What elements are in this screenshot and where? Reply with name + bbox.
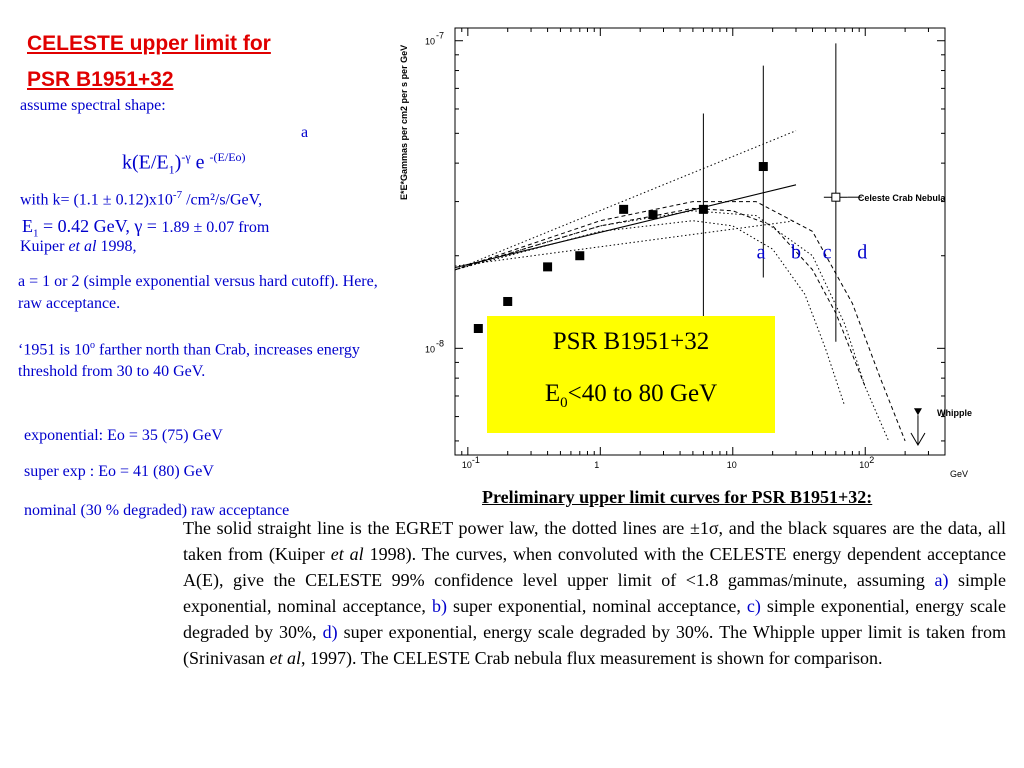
e1-value: = 0.42 GeV, — [38, 216, 130, 236]
with-k-exp: -7 — [172, 189, 183, 201]
formula-exp: -(E/Eo) — [209, 150, 246, 164]
x-tick-exp: -1 — [471, 455, 480, 465]
a-description: a = 1 or 2 (simple exponential versus hard cutoff). Here, raw acceptance. — [18, 273, 378, 312]
with-k: with k= (1.1 ± 0.12)x10 — [20, 191, 173, 209]
caption-part: 1998). The curves, when convoluted with the CELESTE energy dependent acceptance A(E), give the CELESTE 99% confidence level upper limit of <1.8 gammas/minute, assuming — [183, 544, 1006, 590]
egret-data-point — [575, 251, 584, 260]
formula-close: ) — [174, 151, 182, 174]
caption-c: c) — [746, 596, 761, 616]
y-tick-label: 10 — [425, 36, 436, 47]
nominal-text: nominal (30 % degraded) raw acceptance — [24, 502, 290, 519]
sigma-band — [455, 131, 796, 270]
egret-data-point — [759, 162, 768, 171]
caption-a: a) — [934, 570, 949, 590]
caption-b: b) — [431, 596, 447, 616]
psr-sub: 0 — [560, 395, 568, 411]
y-axis-label: E*E*Gammas per cm2 per s per GeV — [399, 44, 409, 200]
y-tick-label: 10 — [425, 344, 436, 355]
y-tick-exp: -8 — [436, 338, 445, 349]
caption-part: The solid straight line is the EGRET power law, the dotted lines are ±1σ, and the black squares are the data, all taken from (Kuiper — [183, 518, 1006, 564]
caption-et: et al — [330, 544, 364, 564]
caption-part: super exponential, nominal acceptance, — [446, 596, 747, 616]
psr-e: E — [544, 380, 561, 407]
north-text — [18, 335, 383, 383]
crab-label: Celeste Crab Nebula — [857, 193, 946, 204]
slide-title — [27, 26, 271, 98]
caption-d: d) — [322, 622, 338, 642]
curve-label-d: d — [857, 241, 868, 264]
with-k-text — [20, 184, 262, 211]
caption-et: et al — [269, 648, 301, 668]
formula-gamma: -γ — [181, 150, 191, 164]
caption-part: simple exponential, nominal acceptance, — [183, 570, 1007, 616]
egret-data-point — [649, 210, 658, 219]
formula-sub: 1 — [168, 162, 175, 177]
curve-label-a: a — [756, 241, 766, 264]
kuiper-et: et al — [68, 238, 97, 255]
kuiper-text — [20, 236, 136, 258]
psr-line-1: PSR B1951+32 — [552, 328, 710, 355]
super-exp-text: super exp : Eo = 41 (80) GeV — [24, 463, 214, 480]
kuiper-year: 1998, — [96, 238, 137, 255]
gamma-label: γ = — [129, 216, 162, 236]
x-tick-label: 10 — [726, 460, 737, 470]
y-tick-exp: -7 — [436, 30, 445, 41]
psr-line-2 — [487, 368, 775, 420]
formula-k: k(E/E — [122, 151, 169, 174]
caption-title: Preliminary upper limit curves for PSR B1951+32: — [482, 487, 873, 507]
egret-data-point — [543, 262, 552, 271]
sigma-band — [455, 221, 796, 266]
caption-part: simple exponential, energy scale degraded by 30%, — [183, 596, 1006, 642]
psr-energy: <40 to 80 GeV — [567, 380, 718, 407]
x-tick-label: 10 — [461, 460, 472, 470]
north-pre: ‘1951 is 10 — [18, 341, 90, 359]
crab-marker — [832, 193, 840, 201]
caption-text — [183, 515, 1006, 671]
egret-data-point — [474, 324, 483, 333]
psr-label-box — [487, 316, 775, 433]
title-line-1: CELESTE upper limit for — [27, 32, 271, 55]
spectral-formula — [122, 150, 246, 178]
egret-data-point — [699, 205, 708, 214]
e1-sub: 1 — [33, 227, 39, 240]
whipple-label: Whipple — [936, 408, 972, 419]
e1-e: E — [22, 216, 33, 236]
exponential-text: exponential: Eo = 35 (75) GeV — [24, 427, 223, 444]
x-tick-label: 1 — [594, 460, 600, 470]
whipple-marker — [914, 408, 922, 415]
gamma-num: 1.89 ± 0.07 from — [161, 219, 270, 236]
egret-data-point — [619, 205, 628, 214]
title-line-2: PSR B1951+32 — [27, 68, 174, 91]
egret-data-point — [503, 297, 512, 306]
with-k-units: /cm²/s/GeV, — [182, 191, 263, 209]
x-tick-exp: 2 — [869, 455, 875, 465]
egret-power-law — [455, 185, 796, 268]
assume-text: assume spectral shape: — [20, 97, 166, 114]
kuiper-pre: Kuiper — [20, 238, 69, 255]
caption-part: super exponential, energy scale degraded by 30%. The Whipple upper limit is taken from (Srinivasan — [183, 622, 1006, 668]
caption-part: , 1997). The CELESTE Crab nebula flux measurement is shown for comparison. — [300, 648, 883, 668]
curve-label-b: b — [790, 241, 801, 264]
north-post: farther north than Crab, increases energy threshold from 30 to 40 GeV. — [18, 341, 360, 381]
x-axis-label: GeV — [950, 469, 969, 479]
north-sup: o — [90, 340, 95, 351]
formula-e: e — [190, 151, 210, 174]
curve-label-c: c — [822, 241, 832, 264]
exponent-a-label: a — [301, 124, 309, 141]
x-tick-label: 10 — [859, 460, 870, 470]
